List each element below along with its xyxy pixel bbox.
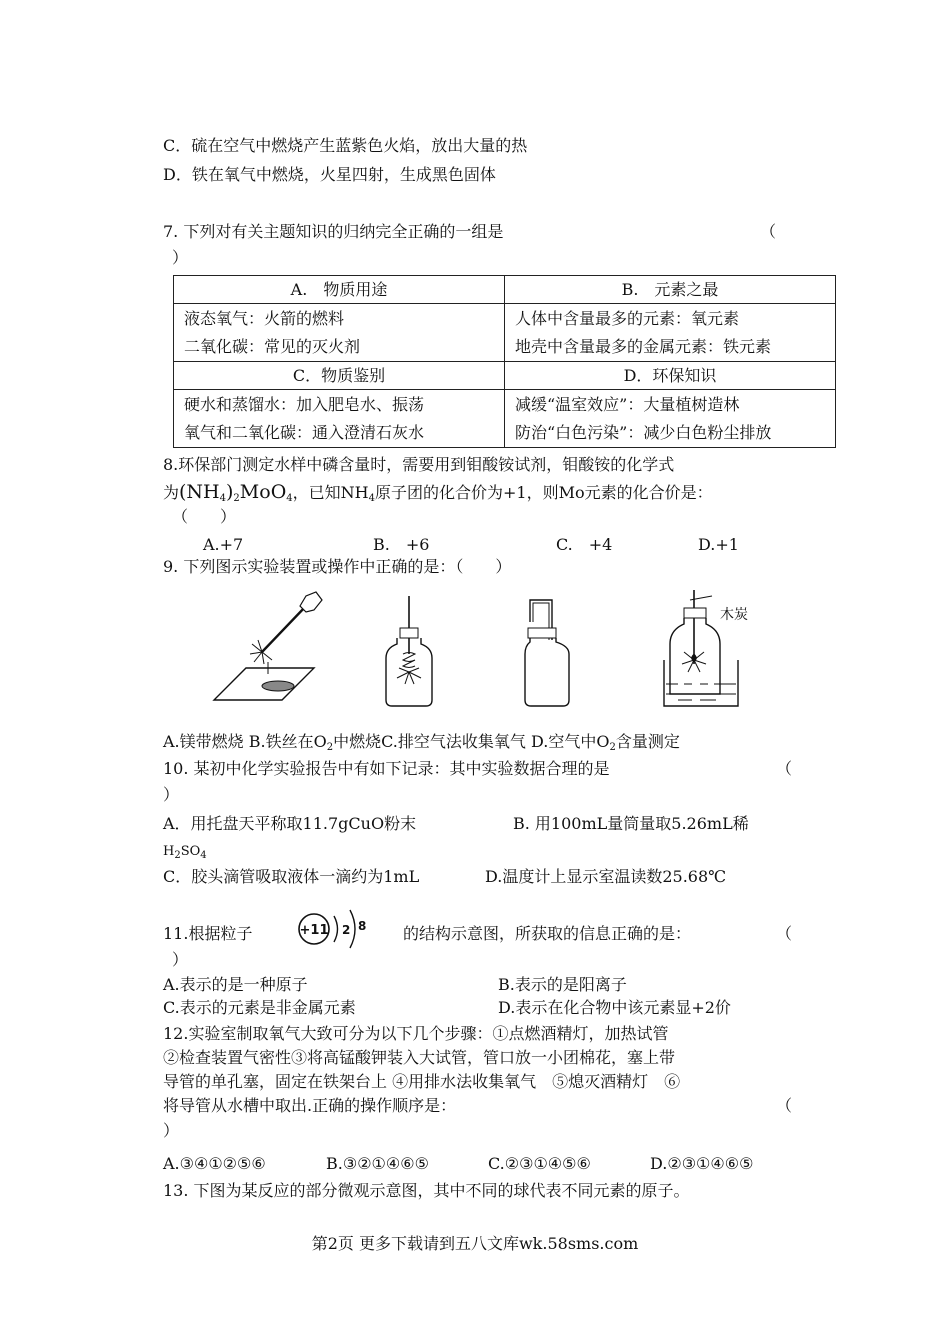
shell-two-electrons: 8	[358, 919, 367, 933]
q9-caption-d-text: D.空气中O	[530, 732, 610, 751]
q9-caption-b-sub: 2	[326, 742, 334, 753]
q12-option-c: C.②③①④⑤⑥	[488, 1154, 591, 1173]
page-footer: 第2页 更多下载请到五八文库wk.58sms.com	[311, 1234, 639, 1253]
q7-paren-close: ）	[172, 248, 189, 267]
q12-line1: 12.实验室制取氧气大致可分为以下几个步骤：①点燃酒精灯，加热试管	[163, 1024, 669, 1043]
q11-paren-close: ）	[172, 950, 189, 969]
q9-caption-a: A.镁带燃烧	[163, 732, 244, 751]
q7-table-a2: 二氧化碳：常见的灭火剂	[184, 337, 361, 356]
q11-stem-a: 11.根据粒子	[163, 924, 253, 943]
sodium-ion-structure-icon	[294, 904, 376, 954]
shell-one-electrons: 2	[342, 923, 351, 937]
q7-table-d2: 防治“白色污染”：减少白色粉尘排放	[515, 423, 772, 442]
q9-stem: 9. 下列图示实验装置或操作中正确的是：（ ）	[163, 557, 512, 576]
q11-option-a: A.表示的是一种原子	[163, 975, 308, 994]
q6-option-c: C．硫在空气中燃烧产生蓝紫色火焰，放出大量的热	[163, 136, 528, 155]
q11-option-d: D.表示在化合物中该元素显+2价	[498, 998, 731, 1017]
q7-table-c-head: C．物质鉴别	[174, 362, 505, 390]
gas-collection-bottle-figure	[522, 592, 572, 710]
q7-table-b-head: B. 元素之最	[505, 276, 836, 304]
q12-line4: 将导管从水槽中取出.正确的操作顺序是：	[163, 1096, 457, 1115]
q9-caption-d-sub: 2	[609, 742, 616, 753]
q12-option-d: D.②③①④⑥⑤	[650, 1154, 754, 1173]
q10-option-b: B. 用100mL量筒量取5.26mL稀	[513, 814, 749, 833]
q8-formula-sub4: 4	[219, 493, 226, 504]
q10-h2so4-sub2: 2	[174, 850, 181, 861]
q7-table-d-body	[505, 390, 836, 448]
q9-caption-d-rest: 含量测定	[615, 732, 680, 751]
q7-table-c-body	[174, 390, 505, 448]
q8-formula-sub4b: 4	[286, 493, 293, 504]
q10-option-d: D.温度计上显示室温读数25.68℃	[485, 867, 727, 886]
q6-option-d: D．铁在氧气中燃烧，火星四射，生成黑色固体	[163, 165, 496, 184]
q11-stem-b: 的结构示意图，所获取的信息正确的是：	[403, 924, 692, 943]
q8-formula-close: )	[226, 481, 234, 503]
q9-captions	[163, 732, 680, 758]
q13-stem: 13. 下图为某反应的部分微观示意图，其中不同的球代表不同元素的原子。	[163, 1181, 690, 1200]
q7-stem: 7. 下列对有关主题知识的归纳完全正确的一组是	[163, 222, 504, 241]
q7-table-a1: 液态氧气：火箭的燃料	[184, 309, 345, 328]
q11-paren-open: （	[776, 924, 793, 943]
q8-formula-sub2: 2	[233, 493, 240, 504]
q8-mid: ，已知NH	[292, 483, 369, 502]
q8-stem-line1: 8.环保部门测定水样中磷含量时，需要用到钼酸铵试剂，钼酸铵的化学式	[163, 455, 675, 474]
q9-caption-b-rest: 中燃烧	[333, 732, 382, 751]
q8-option-b: B. +6	[373, 535, 430, 554]
q8-paren: （ ）	[172, 507, 237, 526]
q12-line2: ②检查装置气密性③将高锰酸钾装入大试管，管口放一小团棉花，塞上带	[163, 1048, 676, 1067]
q8-wei: 为	[163, 483, 180, 502]
charcoal-label: 木炭	[720, 607, 748, 623]
q10-option-c: C．胶头滴管吸取液体一滴约为1mL	[163, 867, 420, 886]
q10-h2so4	[163, 842, 207, 866]
q10-h2so4-h: H	[163, 844, 175, 859]
q7-table-b1: 人体中含量最多的元素：氧元素	[515, 309, 740, 328]
magnesium-burning-figure	[210, 588, 340, 706]
iron-wire-figure	[383, 592, 433, 710]
q7-table-b-body	[505, 304, 836, 362]
q7-table-b2: 地壳中含量最多的金属元素：铁元素	[515, 337, 772, 356]
q12-option-b: B.③②①④⑥⑤	[326, 1154, 429, 1173]
q7-table-d-head: D．环保知识	[505, 362, 836, 390]
q10-option-a: A．用托盘天平称取11.7gCuO粉末	[163, 814, 417, 833]
q10-paren-close: ）	[163, 785, 180, 804]
q7-table-a-body	[174, 304, 505, 362]
q7-table-c1: 硬水和蒸馏水：加入肥皂水、振荡	[184, 395, 425, 414]
q11-option-c: C.表示的元素是非金属元素	[163, 998, 356, 1017]
q8-option-a: A.+7	[203, 535, 244, 554]
nucleus-charge: +11	[299, 923, 329, 938]
q7-knowledge-table	[173, 275, 836, 448]
q9-caption-b	[249, 732, 381, 751]
q11-option-b: B.表示的是阳离子	[498, 975, 627, 994]
q8-rest: 原子团的化合价为+1，则Mo元素的化合价是：	[375, 483, 713, 502]
q7-table-a-head: A. 物质用途	[174, 276, 505, 304]
q9-caption-b-text: B.铁丝在O	[248, 732, 327, 751]
q10-stem: 10. 某初中化学实验报告中有如下记录：其中实验数据合理的是	[163, 759, 610, 778]
q8-stem-line2	[163, 482, 713, 509]
q10-paren-open: （	[776, 759, 793, 778]
q7-table-d1: 减缓“温室效应”：大量植树造林	[515, 395, 740, 414]
q10-h2so4-sub4: 4	[200, 850, 207, 861]
q8-option-d: D.+1	[698, 535, 739, 554]
q12-line3: 导管的单孔塞，固定在铁架台上 ④用排水法收集氧气 ⑤熄灭酒精灯 ⑥	[163, 1072, 681, 1091]
q12-paren-close: ）	[163, 1121, 180, 1140]
q9-caption-d	[531, 732, 680, 751]
q8-mid-sub4: 4	[368, 493, 375, 504]
q12-paren-open: （	[776, 1096, 793, 1115]
q8-formula-nh: (NH	[179, 481, 220, 503]
q7-table-c2: 氧气和二氧化碳：通入澄清石灰水	[184, 423, 425, 442]
q12-option-a: A.③④①②⑤⑥	[163, 1154, 266, 1173]
q7-paren-open: （	[760, 222, 777, 241]
q10-h2so4-so: SO	[180, 844, 201, 859]
q9-caption-c: C.排空气法收集氧气	[381, 732, 526, 751]
q8-formula-moo: MoO	[239, 481, 287, 503]
q8-option-c: C. +4	[556, 535, 613, 554]
